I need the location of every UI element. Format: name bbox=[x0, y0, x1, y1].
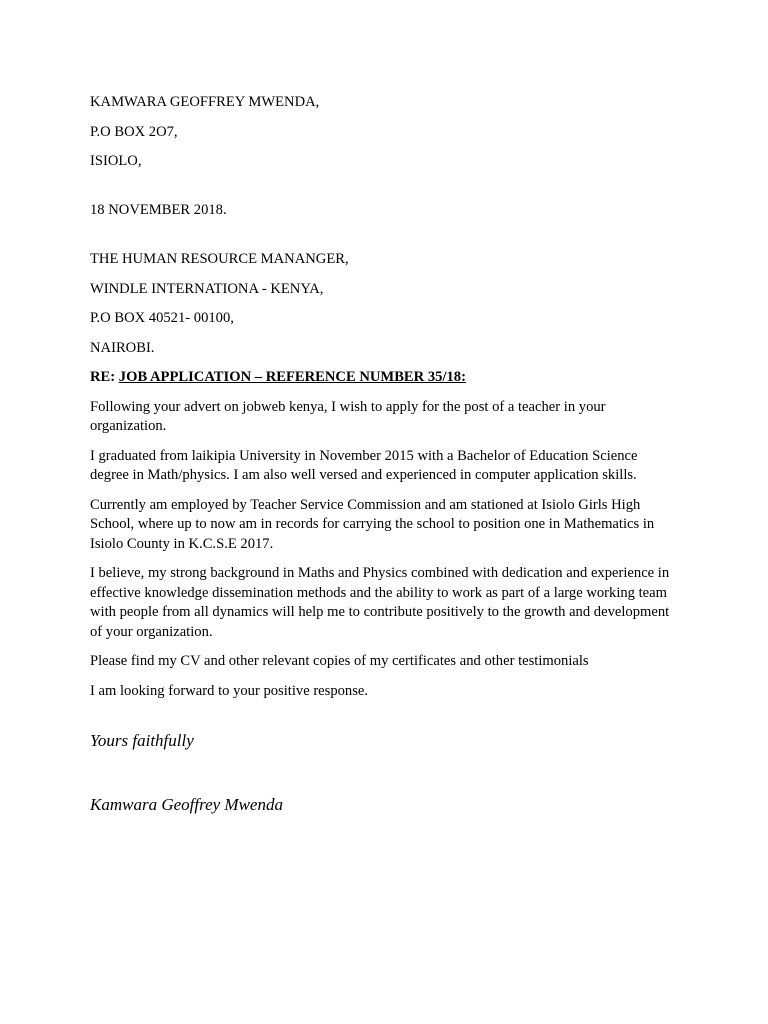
paragraph: Please find my CV and other relevant copies of my certificates and other testimonials bbox=[90, 653, 589, 669]
recipient-box: P.O BOX 40521- 00100, bbox=[90, 310, 234, 326]
closing: Yours faithfully bbox=[90, 731, 194, 750]
recipient-title: THE HUMAN RESOURCE MANANGER, bbox=[90, 251, 349, 267]
signature-name: Kamwara Geoffrey Mwenda bbox=[90, 795, 283, 814]
subject-line bbox=[90, 368, 690, 388]
letter-date: 18 NOVEMBER 2018. bbox=[90, 202, 227, 218]
sender-address bbox=[90, 93, 690, 172]
paragraph: I believe, my strong background in Maths and Physics combined with dedication and experience in effective knowledge dissemination methods and the ability to work as part of a large working team with people from all dynamics will help me to contribute positively to the growth and development of your organization. bbox=[90, 565, 670, 640]
recipient-address bbox=[90, 250, 690, 358]
sender-name: KAMWARA GEOFFREY MWENDA, bbox=[90, 94, 320, 110]
subject-prefix: RE: bbox=[90, 369, 116, 385]
paragraph: Following your advert on jobweb kenya, I wish to apply for the post of a teacher in your organization. bbox=[90, 398, 606, 434]
paragraph: Currently am employed by Teacher Service Commission and am stationed at Isiolo Girls High School, where up to now am in records for carrying the school to position one in Mathematics in Isiolo County in K.C.S.E 2017. bbox=[90, 496, 655, 552]
recipient-company: WINDLE INTERNATIONA - KENYA, bbox=[90, 280, 324, 297]
recipient-town: NAIROBI. bbox=[90, 339, 155, 356]
subject-text: JOB APPLICATION – REFERENCE NUMBER 35/18: bbox=[118, 369, 466, 385]
paragraph: I graduated from laikipia University in November 2015 with a Bachelor of Education Science degree in Math/physics. I am also well versed and experienced in computer application skills. bbox=[90, 447, 638, 483]
sender-town: ISIOLO, bbox=[90, 153, 142, 169]
letter-body bbox=[90, 93, 690, 816]
sender-box: P.O BOX 2O7, bbox=[90, 123, 178, 140]
paragraph: I am looking forward to your positive response. bbox=[90, 682, 369, 699]
letter-paragraphs bbox=[90, 398, 690, 702]
